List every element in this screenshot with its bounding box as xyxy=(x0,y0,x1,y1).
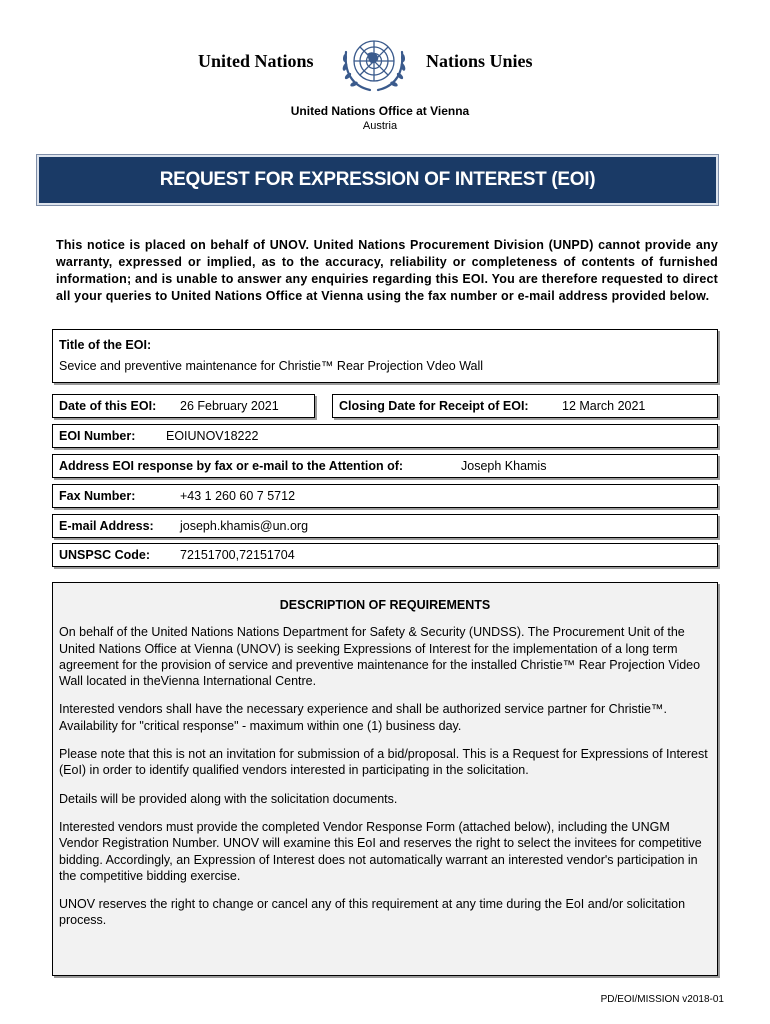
closing-date-box xyxy=(332,394,718,418)
email-label: E-mail Address: xyxy=(59,519,154,533)
description-paragraph: Please note that this is not an invitation for submission of a bid/proposal. This is a Request for Expressions of Interest (EoI) in order to identify qualified vendors interested in participating in the solicitation. xyxy=(59,747,708,778)
eoi-title-box xyxy=(52,329,718,383)
fax-label: Fax Number: xyxy=(59,489,136,503)
description-paragraph: On behalf of the United Nations Nations Department for Safety & Security (UNDSS). The Procurement Unit of the United Nations Office at Vienna (UNOV) is seeking Expressions of Interest for the implementation of a long term agreement for the provision of service and preventive maintenance for the installed Christie™ Rear Projection Video Wall located in theVienna International Centre. xyxy=(59,625,701,689)
fax-value: +43 1 260 60 7 5712 xyxy=(180,489,296,503)
office-country: Austria xyxy=(362,120,398,132)
email-value[interactable]: joseph.khamis@un.org xyxy=(180,519,309,533)
org-name-en: United Nations xyxy=(198,51,314,71)
un-emblem-icon xyxy=(340,30,408,96)
eoi-title-value: Sevice and preventive maintenance for Christie™ Rear Projection Vdeo Wall xyxy=(59,359,484,373)
org-name-fr: Nations Unies xyxy=(426,51,533,71)
eoi-date-box xyxy=(52,394,315,418)
fax-box xyxy=(52,484,718,508)
form-version: PD/EOI/MISSION v2018-01 xyxy=(600,994,724,1005)
unspsc-value: 72151700,72151704 xyxy=(180,548,295,562)
description-box xyxy=(52,582,718,976)
email-box xyxy=(52,514,718,538)
attention-label: Address EOI response by fax or e-mail to the Attention of: xyxy=(59,459,404,473)
eoi-date-value: 26 February 2021 xyxy=(180,399,279,413)
unspsc-label: UNSPSC Code: xyxy=(59,548,150,562)
description-paragraph: Details will be provided along with the solicitation documents. xyxy=(59,791,398,806)
eoi-number-label: EOI Number: xyxy=(59,429,136,443)
description-paragraph: UNOV reserves the right to change or cancel any of this requirement at any time during the EoI and/or solicitation process. xyxy=(59,897,686,928)
disclaimer-notice: This notice is placed on behalf of UNOV. United Nations Procurement Division (UNPD) cannot provide any warranty, expressed or implied, as to the accuracy, reliability or completeness of contents of furnished information; and is unable to answer any enquiries regarding this EOI. You are therefore requested to direct all your queries to United Nations Office at Vienna using the fax number or e-mail address provided below. xyxy=(56,238,718,303)
office-name: United Nations Office at Vienna xyxy=(290,104,470,118)
page-title-banner: REQUEST FOR EXPRESSION OF INTEREST (EOI) xyxy=(37,155,718,205)
unspsc-box xyxy=(52,543,718,567)
eoi-number-value: EOIUNOV18222 xyxy=(166,429,259,443)
description-paragraph: Interested vendors must provide the completed Vendor Response Form (attached below), including the UNGM Vendor Registration Number. UNOV will examine this EoI and reserves the right to select the invitees for competitive bidding. Accordingly, an Expression of Interest does not automatically warrant an interested vendor's participation in the competitive bidding exercise. xyxy=(59,819,702,883)
description-paragraph: Interested vendors shall have the necessary experience and shall be authorized service partner for Christie™. Availability for "critical response" - maximum within one (1) business day. xyxy=(59,702,667,733)
closing-date-value: 12 March 2021 xyxy=(562,399,646,413)
eoi-number-box xyxy=(52,424,718,448)
eoi-date-label: Date of this EOI: xyxy=(59,399,157,413)
description-heading: DESCRIPTION OF REQUIREMENTS xyxy=(279,598,491,612)
closing-date-label: Closing Date for Receipt of EOI: xyxy=(339,399,529,413)
attention-value: Joseph Khamis xyxy=(461,459,547,473)
attention-box xyxy=(52,454,718,478)
eoi-title-label: Title of the EOI: xyxy=(59,338,152,352)
